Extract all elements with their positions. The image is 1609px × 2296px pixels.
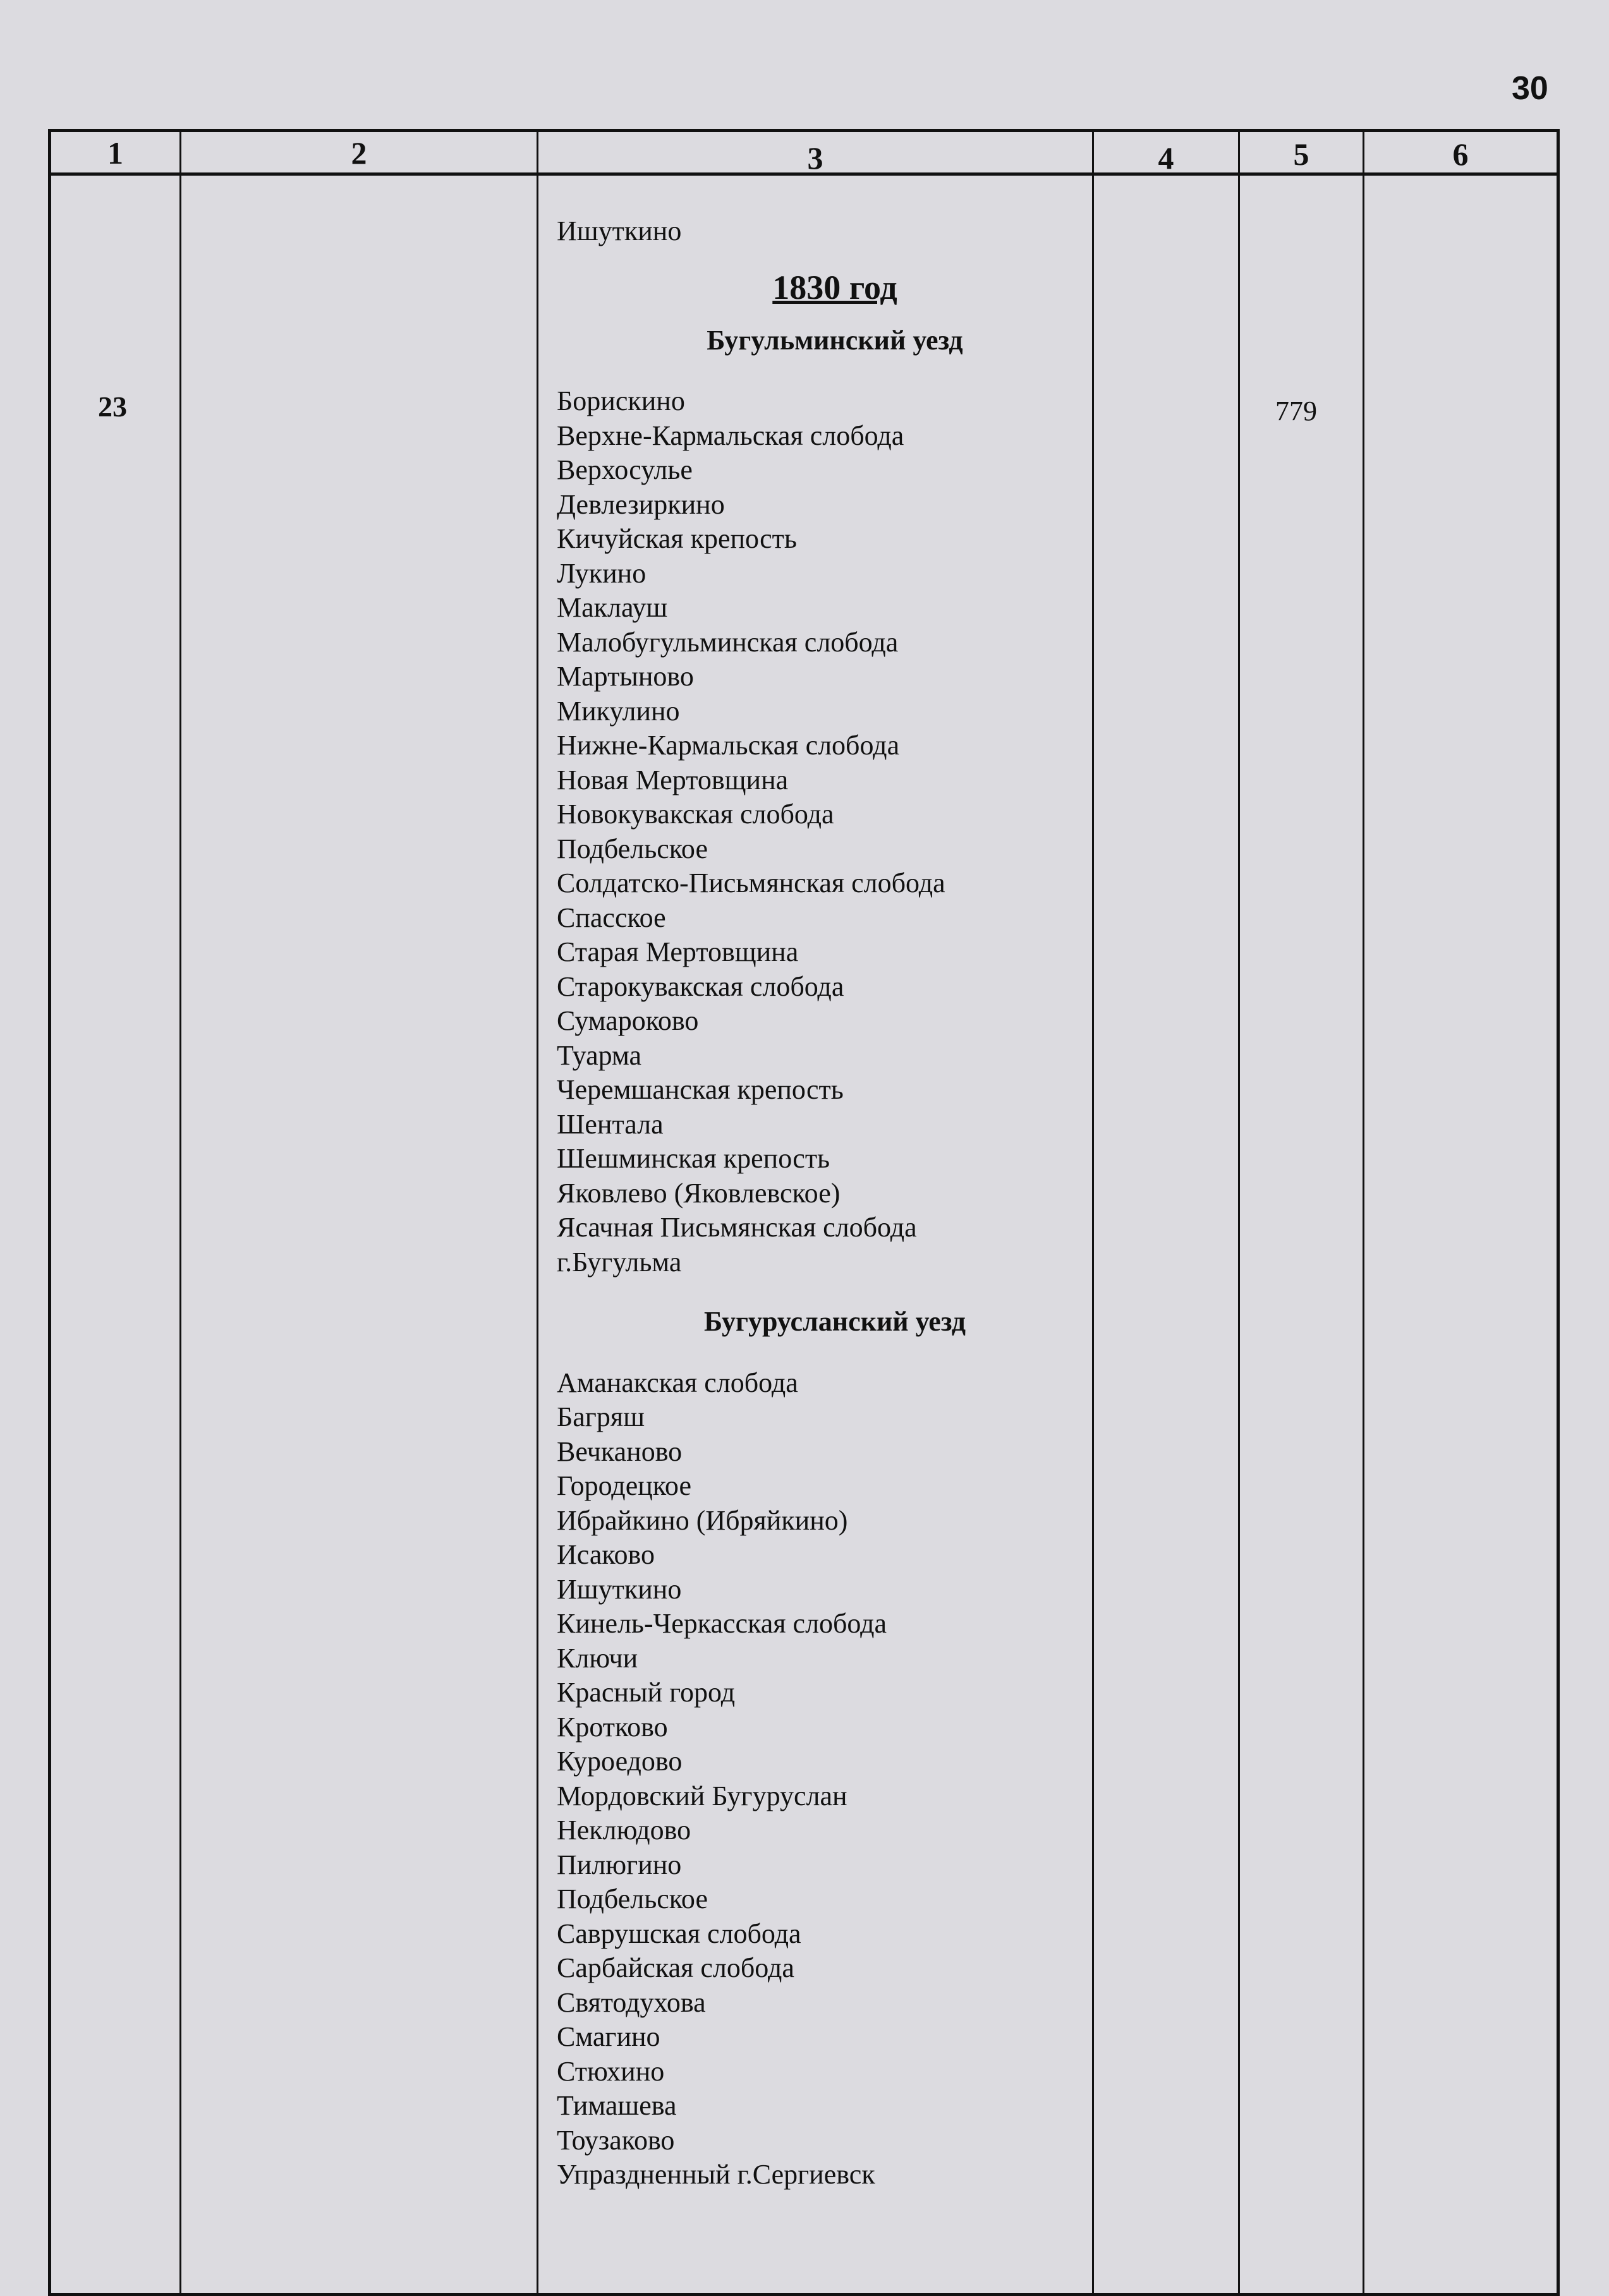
year-heading: 1830 год <box>772 268 897 306</box>
list-item: Сарбайская слобода <box>557 1952 794 1983</box>
list-item: Кинель-Черкасская слобода <box>557 1608 887 1639</box>
page-number: 30 <box>1512 70 1548 107</box>
list-item: Упраздненный г.Сергиевск <box>557 2159 875 2190</box>
list-item: Верхосулье <box>557 454 693 485</box>
list-item: Туарма <box>557 1039 642 1071</box>
row-number: 23 <box>98 390 127 423</box>
list-item: Малобугульминская слобода <box>557 626 899 658</box>
data-table <box>48 129 1560 2296</box>
section-title: Бугульминский уезд <box>707 324 963 356</box>
section-title: Бугурусланский уезд <box>704 1306 966 1337</box>
list-item: Старая Мертовщина <box>557 936 799 967</box>
list-item: Солдатско-Письмянская слобода <box>557 867 945 898</box>
list-item: Девлезиркино <box>557 488 725 520</box>
list-item: Неклюдово <box>557 1815 691 1846</box>
column-divider <box>1238 132 1240 2293</box>
list-item: Сумароково <box>557 1005 699 1036</box>
list-item: Красный город <box>557 1677 736 1708</box>
column-header-2: 2 <box>351 135 367 171</box>
list-item: Святодухова <box>557 1986 706 2018</box>
list-item: Куроедово <box>557 1746 683 1777</box>
list-item: Ибрайкино (Ибряйкино) <box>557 1504 848 1536</box>
list-item: Саврушская слобода <box>557 1918 801 1949</box>
list-item: Смагино <box>557 2021 660 2052</box>
settlement-list <box>557 1366 1126 2192</box>
list-item: Яковлево (Яковлевское) <box>557 1177 841 1209</box>
list-item: Багряш <box>557 1401 645 1432</box>
lead-item: Ишуткино <box>557 215 682 246</box>
list-item: Тоузаково <box>557 2124 675 2156</box>
list-item: Тимашева <box>557 2090 677 2121</box>
settlement-list <box>557 384 1126 1279</box>
column-divider <box>1363 132 1364 2293</box>
column-divider <box>179 132 181 2293</box>
list-item: Нижне-Кармальская слобода <box>557 730 900 761</box>
list-item: Ишуткино <box>557 1573 682 1605</box>
list-item: Мартыново <box>557 661 694 692</box>
list-item: Черемшанская крепость <box>557 1074 844 1105</box>
list-item: Лукино <box>557 557 647 589</box>
list-item: Аманакская слобода <box>557 1367 798 1398</box>
column-header-1: 1 <box>107 135 123 171</box>
list-item: г.Бугульма <box>557 1246 682 1278</box>
list-item: Микулино <box>557 695 680 727</box>
list-item: Маклауш <box>557 592 668 623</box>
column-header-5: 5 <box>1293 136 1309 172</box>
list-item: Подбельское <box>557 833 708 864</box>
list-item: Мордовский Бугуруслан <box>557 1780 847 1811</box>
column-header-4: 4 <box>1158 140 1174 176</box>
list-item: Стюхино <box>557 2055 665 2087</box>
list-item: Ключи <box>557 1642 638 1674</box>
list-item: Пилюгино <box>557 1849 682 1880</box>
column-header-6: 6 <box>1452 136 1469 172</box>
list-item: Подбельское <box>557 1883 708 1914</box>
column-header-3: 3 <box>807 140 823 176</box>
settlement-list-cell <box>557 214 1126 2192</box>
list-item: Спасское <box>557 902 666 933</box>
list-item: Шентала <box>557 1108 664 1140</box>
list-item: Борискино <box>557 385 685 416</box>
column-divider <box>537 132 538 2293</box>
column-5-value: 779 <box>1275 396 1317 426</box>
list-item: Новокувакская слобода <box>557 799 834 830</box>
list-item: Кротково <box>557 1711 668 1743</box>
list-item: Шешминская крепость <box>557 1143 830 1174</box>
list-item: Городецкое <box>557 1470 691 1501</box>
list-item: Вечканово <box>557 1435 683 1467</box>
list-item: Верхне-Кармальская слобода <box>557 420 904 451</box>
list-item: Ясачная Письмянская слобода <box>557 1212 917 1243</box>
list-item: Исаково <box>557 1539 655 1570</box>
list-item: Кичуйская крепость <box>557 523 797 554</box>
list-item: Новая Мертовщина <box>557 764 789 795</box>
list-item: Старокувакская слобода <box>557 970 844 1002</box>
